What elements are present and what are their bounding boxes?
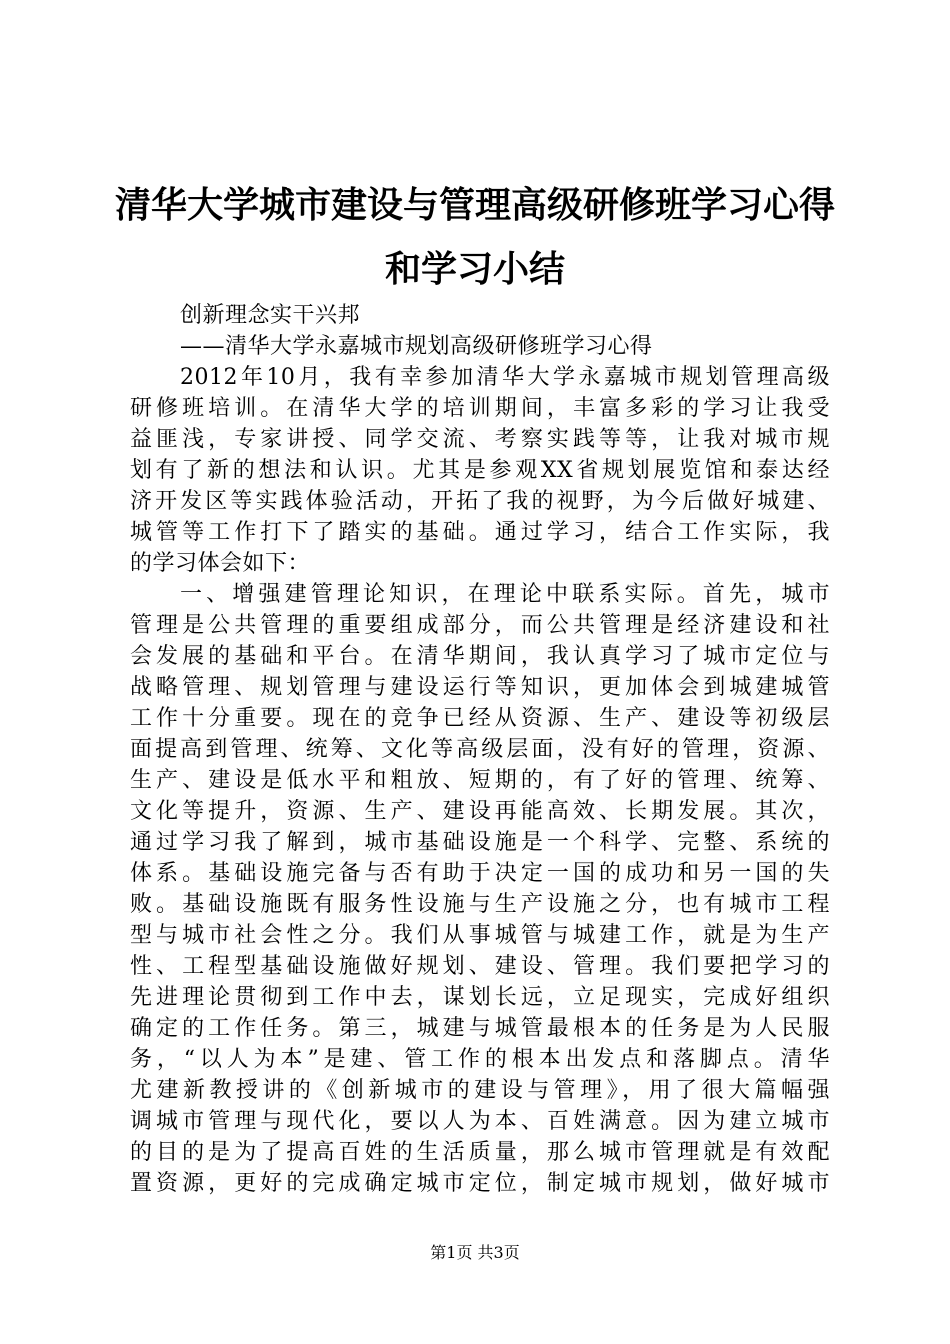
body-line: 济开发区等实践体验活动，开拓了我的视野，为今后做好城建、 <box>130 489 830 514</box>
body-line: 城管等工作打下了踏实的基础。通过学习，结合工作实际，我 <box>130 520 830 545</box>
document-title-line-2: 和学习小结 <box>384 249 565 290</box>
body-line: 战略管理、规划管理与建设运行等知识，更加体会到城建城管 <box>130 675 830 700</box>
body-line: 会发展的基础和平台。在清华期间，我认真学习了城市定位与 <box>130 644 830 669</box>
body-line: 调城市管理与现代化，要以人为本、百姓满意。因为建立城市 <box>130 1109 830 1134</box>
body-line: 文化等提升，资源、生产、建设再能高效、长期发展。其次， <box>130 799 830 824</box>
body-line: 的学习体会如下： <box>130 551 311 576</box>
body-line: 置资源，更好的完成确定城市定位，制定城市规划，做好城市 <box>130 1171 830 1196</box>
subtitle-source-line: ——清华大学永嘉城市规划高级研修班学习心得 <box>180 334 653 359</box>
document-title-line-1: 清华大学城市建设与管理高级研修班学习心得 <box>114 185 835 226</box>
body-line: 型与城市社会性之分。我们从事城管与城建工作，就是为生产 <box>130 923 830 948</box>
body-line: 2012年10月，我有幸参加清华大学永嘉城市规划管理高级 <box>180 365 830 390</box>
body-line: 益匪浅，专家讲授、同学交流、考察实践等等，让我对城市规 <box>130 427 830 452</box>
body-line: 尤建新教授讲的《创新城市的建设与管理》，用了很大篇幅强 <box>130 1078 830 1103</box>
body-line: 生产、建设是低水平和粗放、短期的，有了好的管理、统筹、 <box>130 768 830 793</box>
body-line: 面提高到管理、统筹、文化等高级层面，没有好的管理，资源、 <box>130 737 830 762</box>
subtitle-line: 创新理念实干兴邦 <box>180 303 361 328</box>
body-line: 务，“以人为本”是建、管工作的根本出发点和落脚点。清华 <box>130 1047 830 1072</box>
body-line: 通过学习我了解到，城市基础设施是一个科学、完整、系统的 <box>130 830 830 855</box>
body-line: 败。基础设施既有服务性设施与生产设施之分，也有城市工程 <box>130 892 830 917</box>
body-line: 一、增强建管理论知识，在理论中联系实际。首先，城市 <box>180 582 830 607</box>
body-line: 性、工程型基础设施做好规划、建设、管理。我们要把学习的 <box>130 954 830 979</box>
body-line: 体系。基础设施完备与否有助于决定一国的成功和另一国的失 <box>130 861 830 886</box>
body-line: 划有了新的想法和认识。尤其是参观XX省规划展览馆和泰达经 <box>130 458 830 483</box>
body-line: 先进理论贯彻到工作中去，谋划长远，立足现实，完成好组织 <box>130 985 830 1010</box>
body-line: 确定的工作任务。第三，城建与城管最根本的任务是为人民服 <box>130 1016 830 1041</box>
body-line: 的目的是为了提高百姓的生活质量，那么城市管理就是有效配 <box>130 1140 830 1165</box>
body-line: 工作十分重要。现在的竞争已经从资源、生产、建设等初级层 <box>130 706 830 731</box>
body-line: 研修班培训。在清华大学的培训期间，丰富多彩的学习让我受 <box>130 396 830 421</box>
body-line: 管理是公共管理的重要组成部分，而公共管理是经济建设和社 <box>130 613 830 638</box>
page-number-footer: 第1页 共3页 <box>430 1243 520 1262</box>
